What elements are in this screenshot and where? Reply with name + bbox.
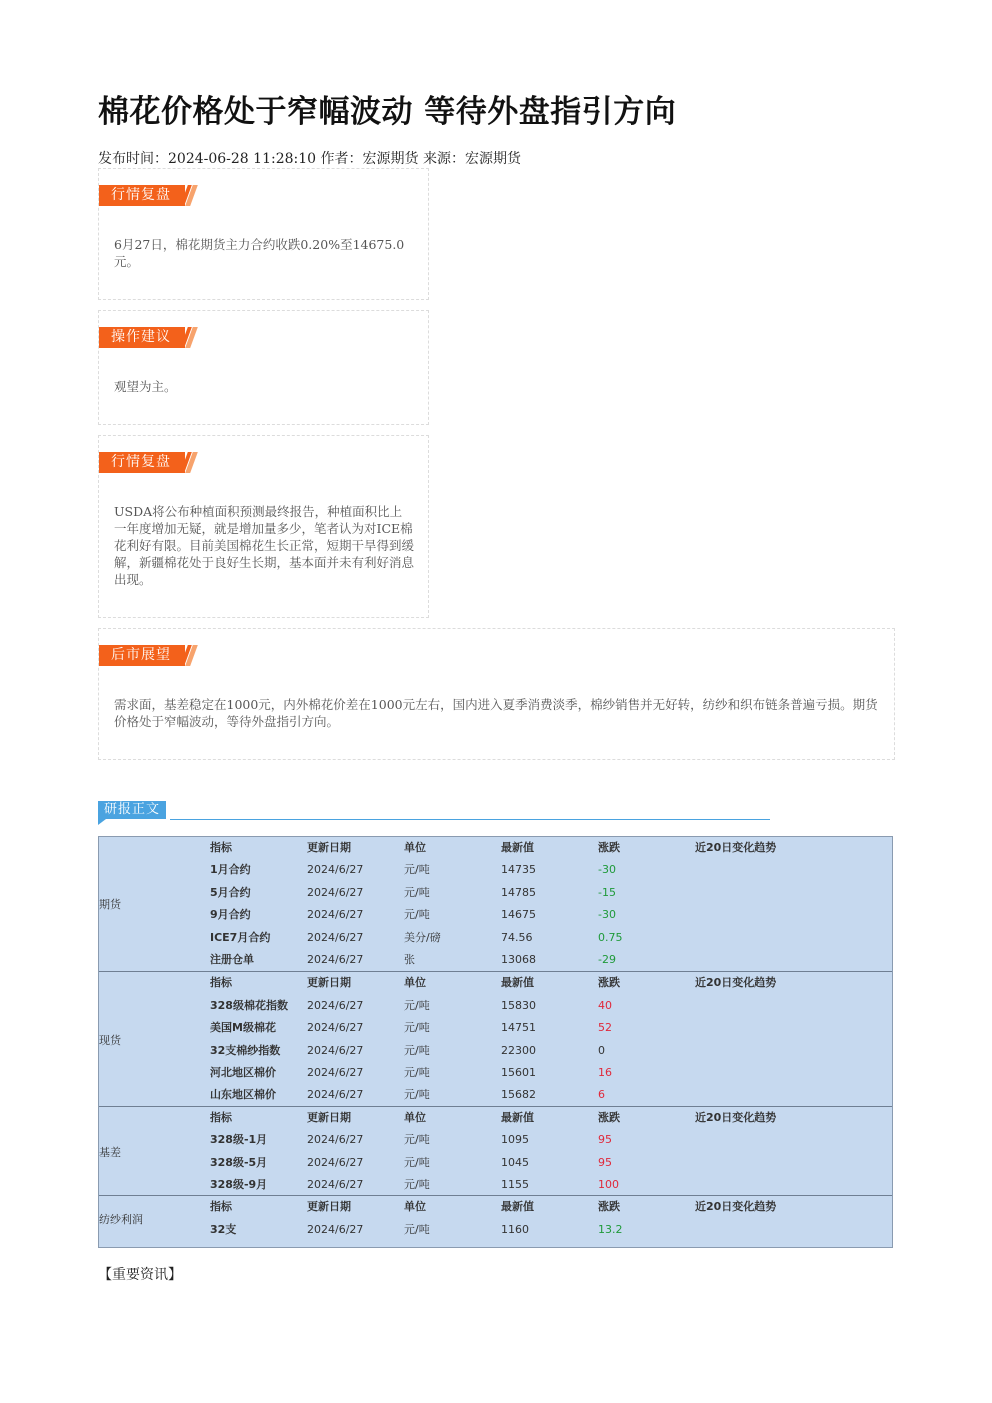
table-cell-unit: 美分/磅 bbox=[404, 930, 441, 944]
table-cell-change: 13.2 bbox=[598, 1222, 623, 1236]
market-review-text: 6月27日，棉花期货主力合约收跌0.20%至14675.0元。 bbox=[114, 237, 405, 269]
table-header-change: 涨跌 bbox=[598, 841, 620, 854]
table-group-name: 期货 bbox=[99, 898, 121, 912]
table-cell-change: 52 bbox=[598, 1021, 612, 1035]
table-cell-indicator: 注册仓单 bbox=[210, 953, 254, 966]
table-header-row bbox=[99, 1107, 892, 1129]
table-cell-latest: 15682 bbox=[501, 1088, 536, 1102]
table-cell-change: -30 bbox=[598, 908, 616, 922]
table-header-unit: 单位 bbox=[404, 841, 426, 854]
table-group bbox=[99, 1106, 892, 1197]
table-row bbox=[99, 859, 892, 881]
market-review-tag: 行情复盘 bbox=[99, 185, 185, 206]
table-row bbox=[99, 1062, 892, 1084]
table-cell-latest: 1095 bbox=[501, 1133, 529, 1147]
table-cell-unit: 元/吨 bbox=[404, 1021, 430, 1035]
table-row bbox=[99, 1152, 892, 1174]
table-group bbox=[99, 971, 892, 1106]
table-header-indicator: 指标 bbox=[210, 1200, 232, 1214]
table-cell-date: 2024/6/27 bbox=[307, 1088, 364, 1102]
table-cell-indicator: 32支 bbox=[210, 1222, 237, 1236]
operation-advice-box bbox=[98, 310, 429, 425]
table-cell-date: 2024/6/27 bbox=[307, 885, 364, 899]
table-cell-indicator: 328级棉花指数 bbox=[210, 998, 288, 1012]
table-cell-indicator: 山东地区棉价 bbox=[210, 1088, 276, 1102]
table-cell-unit: 元/吨 bbox=[404, 1222, 430, 1236]
table-row bbox=[99, 1174, 892, 1196]
table-cell-latest: 1160 bbox=[501, 1222, 529, 1236]
table-cell-date: 2024/6/27 bbox=[307, 930, 364, 944]
table-cell-latest: 74.56 bbox=[501, 930, 533, 944]
table-row bbox=[99, 882, 892, 904]
table-cell-date: 2024/6/27 bbox=[307, 1222, 364, 1236]
table-cell-unit: 元/吨 bbox=[404, 1177, 430, 1191]
table-cell-change: 40 bbox=[598, 998, 612, 1012]
table-cell-indicator: 328级-1月 bbox=[210, 1133, 268, 1147]
table-cell-indicator: 河北地区棉价 bbox=[210, 1065, 276, 1079]
table-header-trend: 近20日变化趋势 bbox=[695, 1110, 777, 1124]
table-cell-unit: 元/吨 bbox=[404, 908, 430, 922]
table-cell-change: 0 bbox=[598, 1043, 605, 1057]
research-tag: 研报正文 bbox=[98, 801, 166, 819]
table-header-unit: 单位 bbox=[404, 1110, 426, 1124]
table-cell-unit: 元/吨 bbox=[404, 1133, 430, 1147]
table-header-indicator: 指标 bbox=[210, 841, 232, 854]
table-cell-date: 2024/6/27 bbox=[307, 1177, 364, 1191]
table-cell-latest: 14785 bbox=[501, 885, 536, 899]
table-cell-date: 2024/6/27 bbox=[307, 908, 364, 922]
table-cell-change: 95 bbox=[598, 1133, 612, 1147]
table-cell-latest: 14675 bbox=[501, 908, 536, 922]
table-cell-change: -15 bbox=[598, 885, 616, 899]
table-header-latest: 最新值 bbox=[501, 1200, 534, 1214]
table-header-unit: 单位 bbox=[404, 976, 426, 990]
market-review-tag-2: 行情复盘 bbox=[99, 452, 185, 473]
table-row bbox=[99, 1219, 892, 1241]
outlook-box bbox=[98, 628, 895, 760]
table-cell-change: -29 bbox=[598, 953, 616, 966]
table-cell-date: 2024/6/27 bbox=[307, 1065, 364, 1079]
table-cell-date: 2024/6/27 bbox=[307, 863, 364, 877]
table-cell-unit: 元/吨 bbox=[404, 1043, 430, 1057]
table-cell-indicator: 美国M级棉花 bbox=[210, 1021, 276, 1035]
table-cell-latest: 1045 bbox=[501, 1155, 529, 1169]
table-header-change: 涨跌 bbox=[598, 1110, 620, 1124]
table-header-trend: 近20日变化趋势 bbox=[695, 976, 777, 990]
table-cell-indicator: 328级-9月 bbox=[210, 1177, 268, 1191]
outlook-tag: 后市展望 bbox=[99, 645, 185, 666]
table-row bbox=[99, 949, 892, 971]
table-header-trend: 近20日变化趋势 bbox=[695, 1200, 777, 1214]
table-cell-unit: 元/吨 bbox=[404, 885, 430, 899]
table-cell-indicator: 5月合约 bbox=[210, 885, 251, 899]
table-header-latest: 最新值 bbox=[501, 976, 534, 990]
table-cell-change: 16 bbox=[598, 1065, 612, 1079]
table-cell-change: 0.75 bbox=[598, 930, 623, 944]
important-news-label: 【重要资讯】 bbox=[98, 1267, 182, 1283]
table-cell-unit: 元/吨 bbox=[404, 863, 430, 877]
table-cell-unit: 元/吨 bbox=[404, 1088, 430, 1102]
table-cell-latest: 14735 bbox=[501, 863, 536, 877]
table-row bbox=[99, 1040, 892, 1062]
cotton-data-table bbox=[98, 836, 893, 1248]
table-cell-indicator: ICE7月合约 bbox=[210, 930, 271, 944]
market-review-text-2: USDA将公布种植面积预测最终报告，种植面积比上一年度增加无疑，就是增加量多少，笔者认为对ICE棉花利好有限。目前美国棉花生长正常，短期干旱得到缓解，新疆棉花处于良好生长期，基本面并未有利好消息出现。 bbox=[114, 504, 415, 587]
table-cell-indicator: 32支棉纱指数 bbox=[210, 1043, 281, 1057]
table-cell-date: 2024/6/27 bbox=[307, 953, 364, 966]
table-row bbox=[99, 904, 892, 926]
table-cell-date: 2024/6/27 bbox=[307, 1043, 364, 1057]
table-header-latest: 最新值 bbox=[501, 841, 534, 854]
table-header-indicator: 指标 bbox=[210, 1110, 232, 1124]
operation-advice-tag: 操作建议 bbox=[99, 327, 185, 348]
table-cell-unit: 张 bbox=[404, 953, 415, 966]
table-group-name: 基差 bbox=[99, 1145, 121, 1159]
table-cell-change: 6 bbox=[598, 1088, 605, 1102]
table-header-row bbox=[99, 972, 892, 994]
table-group-name: 纺纱利润 bbox=[99, 1212, 143, 1226]
table-row bbox=[99, 927, 892, 949]
table-cell-latest: 13068 bbox=[501, 953, 536, 966]
table-row bbox=[99, 1129, 892, 1151]
table-header-date: 更新日期 bbox=[307, 841, 351, 854]
table-cell-unit: 元/吨 bbox=[404, 1155, 430, 1169]
table-group bbox=[99, 837, 892, 971]
table-cell-indicator: 9月合约 bbox=[210, 908, 251, 922]
table-cell-date: 2024/6/27 bbox=[307, 1133, 364, 1147]
table-header-row bbox=[99, 1196, 892, 1218]
outlook-text: 需求面，基差稳定在1000元，内外棉花价差在1000元左右，国内进入夏季消费淡季，棉纱销售并无好转，纺纱和织布链条普遍亏损。期货价格处于窄幅波动，等待外盘指引方向。 bbox=[114, 697, 878, 729]
table-cell-latest: 14751 bbox=[501, 1021, 536, 1035]
article-meta: 发布时间：2024-06-28 11:28:10 作者：宏源期货 来源：宏源期货 bbox=[98, 151, 521, 167]
table-cell-date: 2024/6/27 bbox=[307, 1021, 364, 1035]
article-title: 棉花价格处于窄幅波动 等待外盘指引方向 bbox=[98, 94, 677, 130]
table-header-change: 涨跌 bbox=[598, 976, 620, 990]
table-cell-latest: 22300 bbox=[501, 1043, 536, 1057]
operation-advice-text: 观望为主。 bbox=[114, 379, 177, 394]
table-header-row bbox=[99, 837, 892, 859]
research-section-header bbox=[98, 800, 770, 822]
table-header-date: 更新日期 bbox=[307, 1200, 351, 1214]
table-cell-latest: 1155 bbox=[501, 1177, 529, 1191]
table-row bbox=[99, 1017, 892, 1039]
table-cell-change: -30 bbox=[598, 863, 616, 877]
table-cell-latest: 15601 bbox=[501, 1065, 536, 1079]
table-cell-date: 2024/6/27 bbox=[307, 998, 364, 1012]
table-cell-indicator: 1月合约 bbox=[210, 863, 251, 877]
table-cell-change: 95 bbox=[598, 1155, 612, 1169]
table-row bbox=[99, 1084, 892, 1106]
table-header-unit: 单位 bbox=[404, 1200, 426, 1214]
table-cell-unit: 元/吨 bbox=[404, 1065, 430, 1079]
table-header-change: 涨跌 bbox=[598, 1200, 620, 1214]
table-group bbox=[99, 1195, 892, 1241]
table-header-trend: 近20日变化趋势 bbox=[695, 841, 777, 854]
research-divider bbox=[170, 819, 770, 820]
table-cell-date: 2024/6/27 bbox=[307, 1155, 364, 1169]
table-cell-indicator: 328级-5月 bbox=[210, 1155, 268, 1169]
table-group-name: 现货 bbox=[99, 1033, 121, 1047]
table-header-date: 更新日期 bbox=[307, 1110, 351, 1124]
table-row bbox=[99, 995, 892, 1017]
table-header-date: 更新日期 bbox=[307, 976, 351, 990]
market-review-box-2 bbox=[98, 435, 429, 618]
table-header-latest: 最新值 bbox=[501, 1110, 534, 1124]
table-cell-unit: 元/吨 bbox=[404, 998, 430, 1012]
table-cell-latest: 15830 bbox=[501, 998, 536, 1012]
market-review-box bbox=[98, 168, 429, 300]
research-tag-tail bbox=[98, 819, 106, 825]
table-header-indicator: 指标 bbox=[210, 976, 232, 990]
table-cell-change: 100 bbox=[598, 1177, 619, 1191]
